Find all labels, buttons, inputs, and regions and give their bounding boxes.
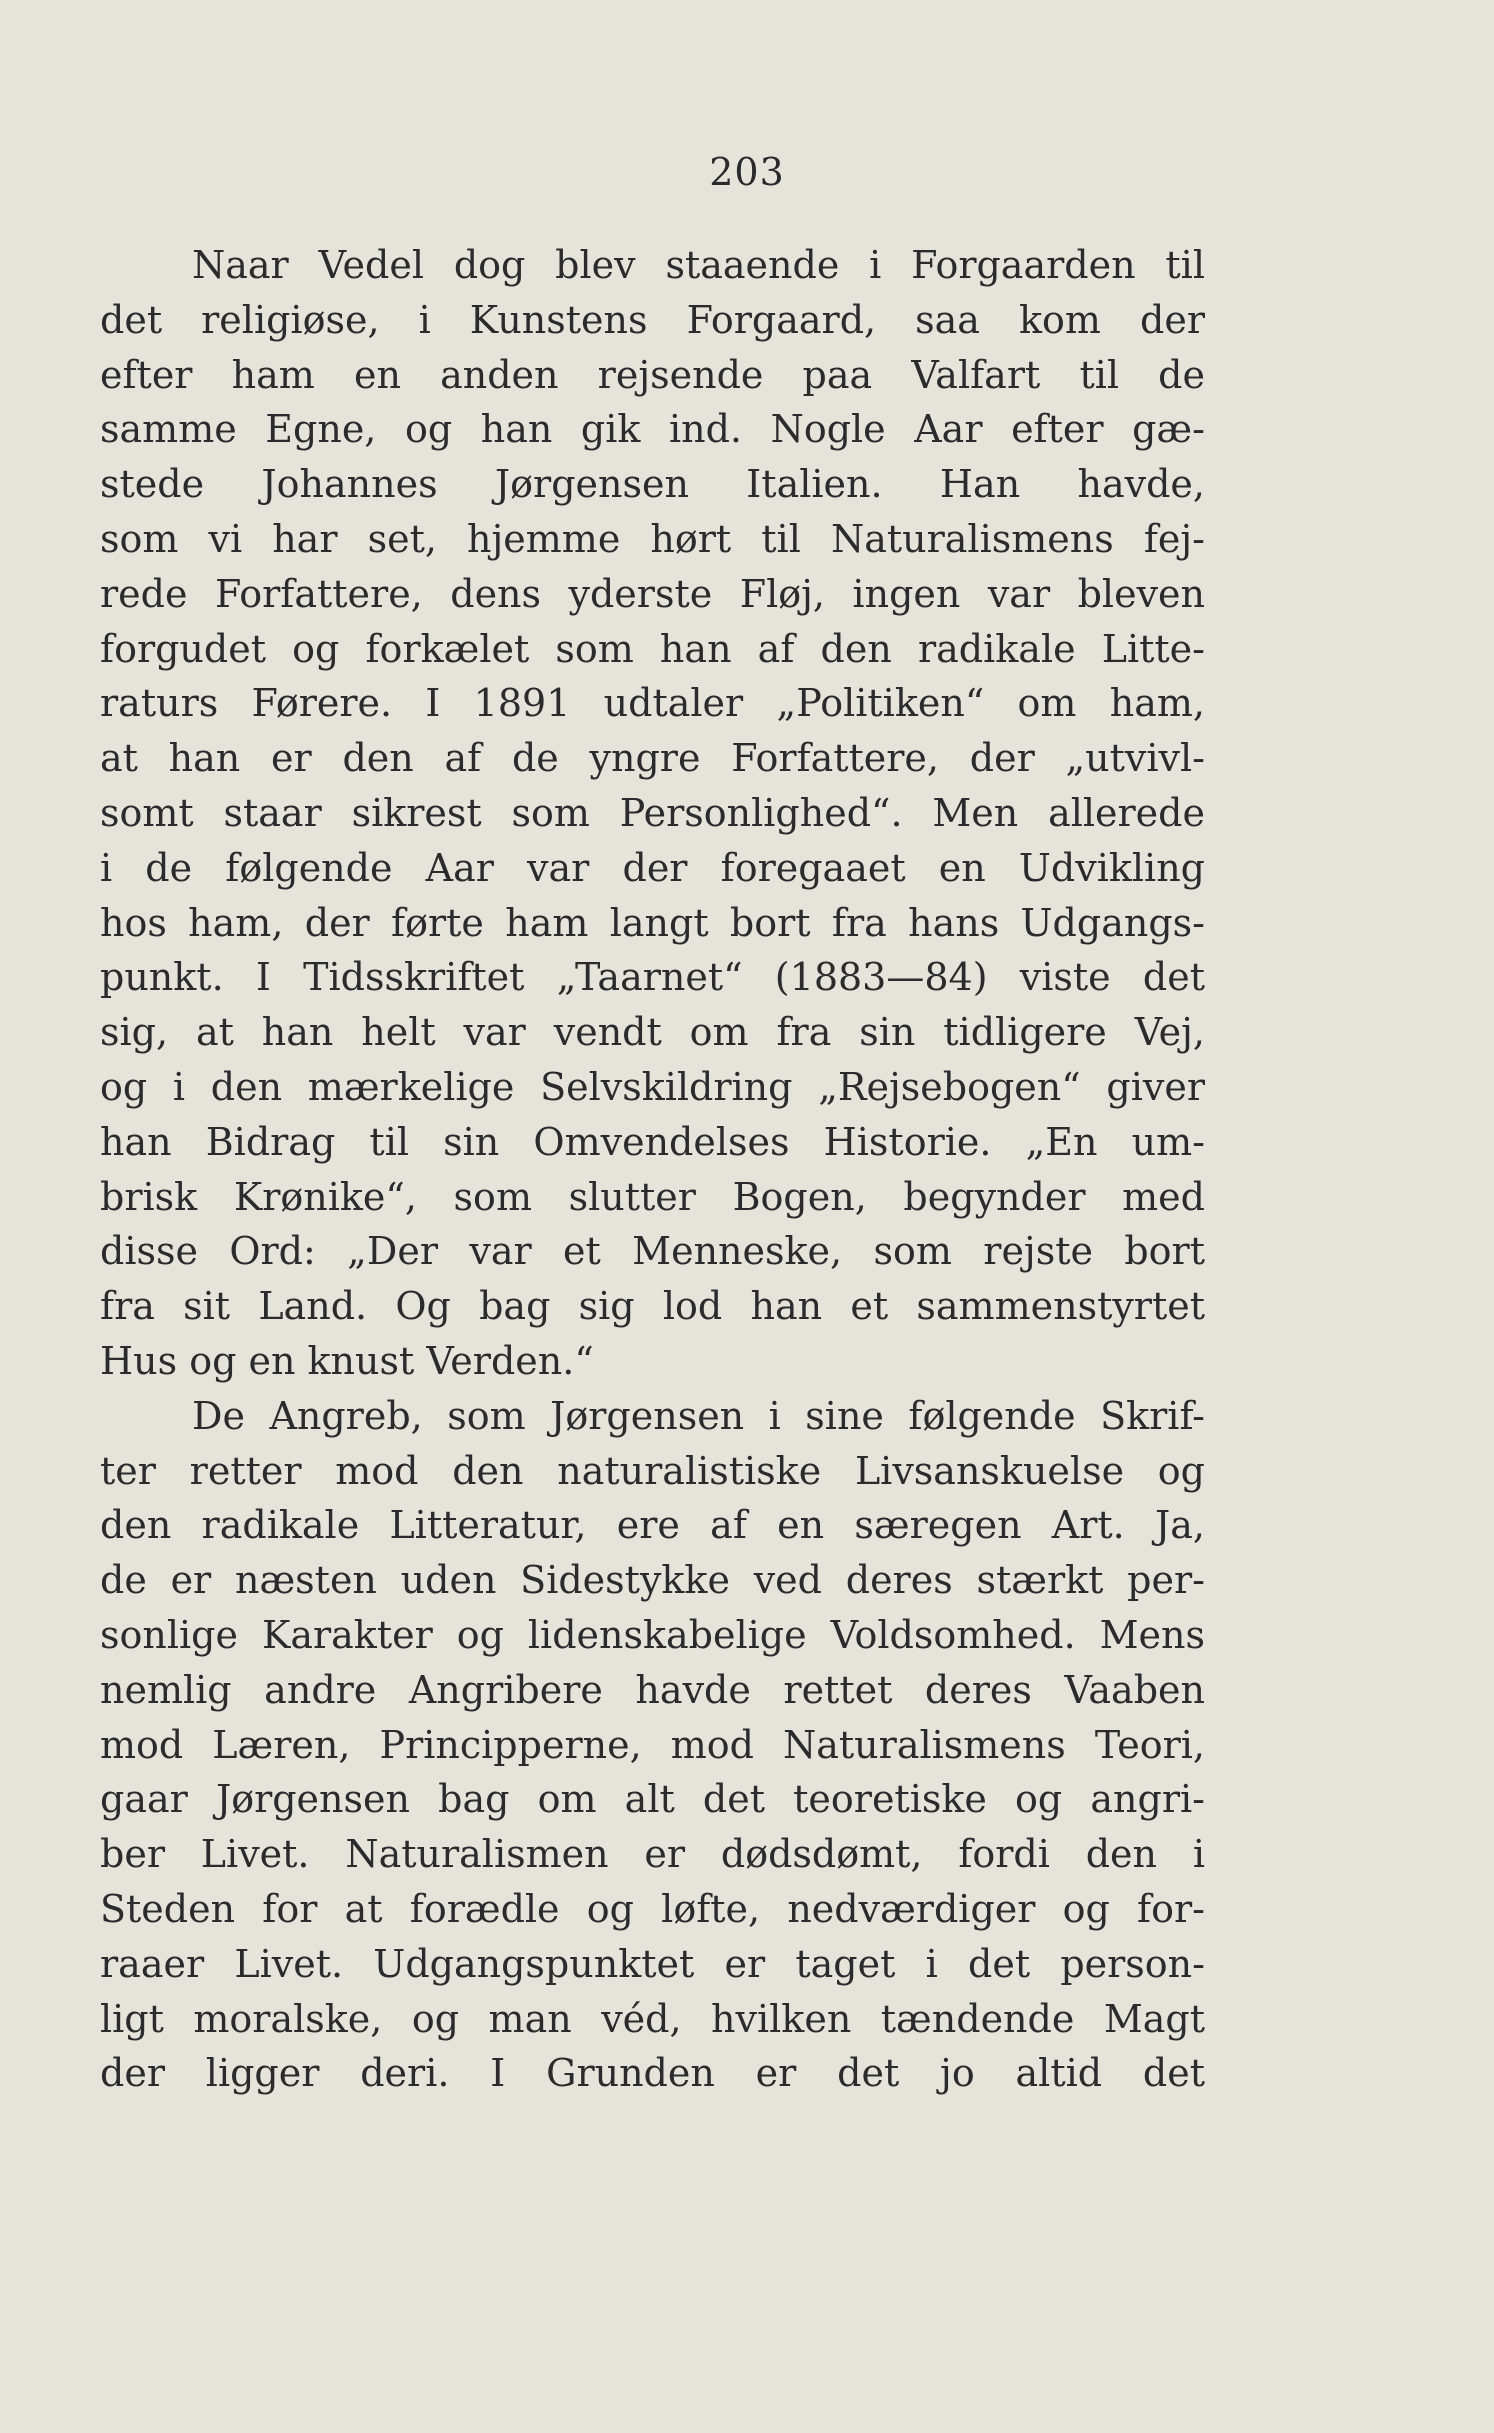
text-line: fra sit Land. Og bag sig lod han et sammenstyrtet [100,1284,1205,1329]
text-line: som vi har set, hjemme hørt til Naturalismens fej- [100,516,1205,561]
text-line: brisk Krønike“, som slutter Bogen, begynder med [100,1174,1205,1219]
text-line: disse Ord: „Der var et Menneske, som rejste bort [100,1229,1205,1274]
text-line: det religiøse, i Kunstens Forgaard, saa kom der [100,297,1205,342]
text-line: somt staar sikrest som Personlighed“. Men allerede [100,790,1205,835]
text-line: efter ham en anden rejsende paa Valfart til de [100,352,1205,397]
text-line: ligt moralske, og man véd, hvilken tændende Magt [100,1996,1205,2041]
text-line: hos ham, der førte ham langt bort fra hans Udgangs- [100,900,1205,945]
text-line: sonlige Karakter og lidenskabelige Voldsomhed. Mens [100,1612,1205,1657]
text-line: der ligger deri. I Grunden er det jo altid det [100,2051,1205,2096]
text-line: mod Læren, Principperne, mod Naturalismens Teori, [100,1722,1205,1767]
text-line: at han er den af de yngre Forfattere, der „utvivl- [100,736,1205,781]
text-line: sig, at han helt var vendt om fra sin tidligere Vej, [100,1010,1205,1055]
text-line: raaer Livet. Udgangspunktet er taget i det person- [100,1941,1205,1986]
text-line: Naar Vedel dog blev staaende i Forgaarden til [192,243,1205,287]
text-line: og i den mærkelige Selvskildring „Rejsebogen“ giver [100,1064,1205,1109]
text-line: raturs Førere. I 1891 udtaler „Politiken“ om ham, [100,681,1205,726]
body-text [100,238,1205,2101]
text-line: den radikale Litteratur, ere af en særegen Art. Ja, [100,1503,1205,1548]
page-number: 203 [709,150,785,194]
text-line: samme Egne, og han gik ind. Nogle Aar efter gæ- [100,407,1205,452]
text-line: punkt. I Tidsskriftet „Taarnet“ (1883—84) viste det [100,955,1205,1000]
text-line: rede Forfattere, dens yderste Fløj, ingen var bleven [100,571,1205,616]
text-line: ter retter mod den naturalistiske Livsanskuelse og [100,1448,1205,1493]
text-line: i de følgende Aar var der foregaaet en Udvikling [100,845,1205,890]
text-line: De Angreb, som Jørgensen i sine følgende Skrif- [192,1393,1205,1438]
text-line: nemlig andre Angribere havde rettet deres Vaaben [100,1667,1205,1712]
text-line: stede Johannes Jørgensen Italien. Han havde, [100,462,1205,507]
text-line: ber Livet. Naturalismen er dødsdømt, fordi den i [100,1832,1205,1877]
text-line: forgudet og forkælet som han af den radikale Litte- [100,626,1205,671]
text-line: gaar Jørgensen bag om alt det teoretiske og angri- [100,1777,1205,1822]
text-line: han Bidrag til sin Omvendelses Historie. „En um- [100,1119,1205,1164]
text-line: Steden for at forædle og løfte, nedværdiger og for- [100,1886,1205,1931]
text-line: Hus og en knust Verden.“ [100,1338,594,1383]
text-line: de er næsten uden Sidestykke ved deres stærkt per- [100,1558,1205,1603]
